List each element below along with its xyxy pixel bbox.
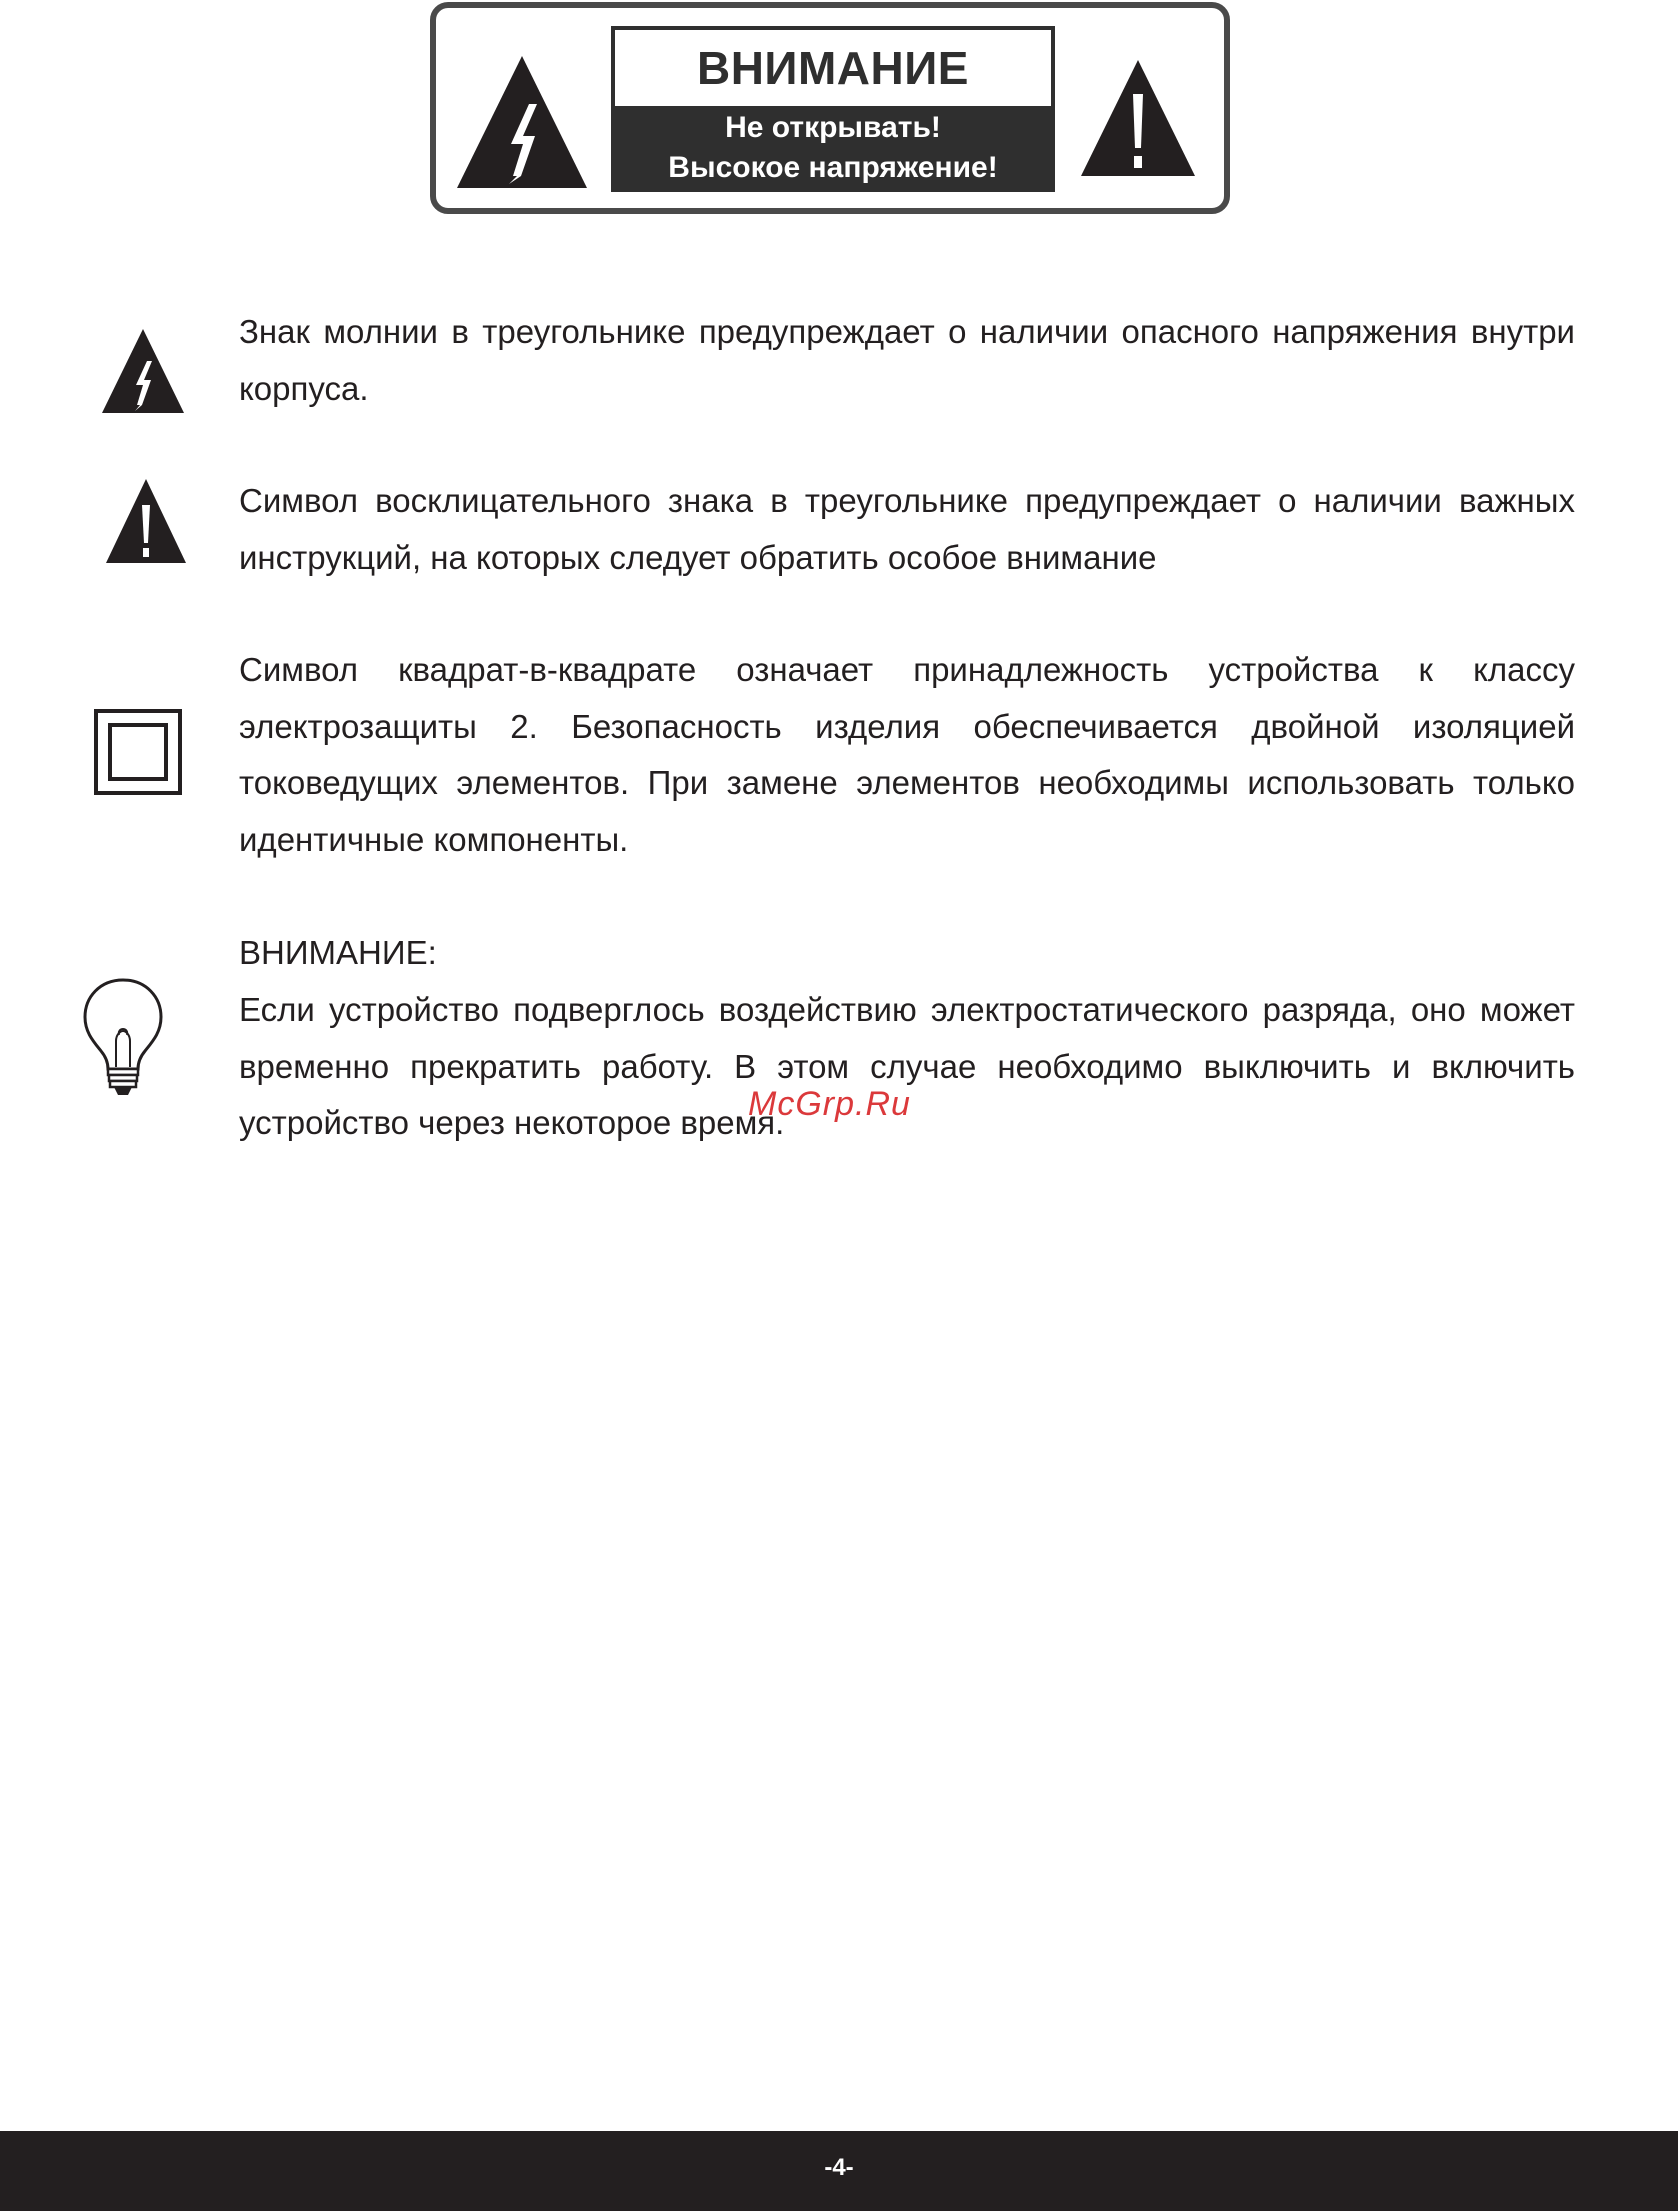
- page-number: -4-: [824, 2154, 854, 2181]
- exclamation-triangle-icon: [104, 477, 188, 565]
- lightbulb-icon: [82, 977, 164, 1099]
- footer-bar: [0, 2131, 1678, 2211]
- watermark: McGrp.Ru: [748, 1085, 911, 1123]
- entry-attention-title: ВНИМАНИЕ:: [239, 934, 437, 971]
- warning-label-center: [611, 26, 1055, 192]
- entry-lightning-text: Знак молнии в треугольнике предупреждает о наличии опасного напряжения внутри корпуса.: [239, 313, 1575, 407]
- warning-label: [430, 2, 1230, 214]
- warning-heading: ВНИМАНИЕ: [615, 30, 1051, 106]
- warning-line-do-not-open: Не открывать!: [725, 111, 941, 144]
- entry-double-square-text: Символ квадрат-в-квадрате означает принадлежность устройства к классу электрозащиты 2. Безопасность изделия обеспечивается двойной изоляцией токоведущих элементов. При замене элементов необходимы использовать только идентичные компоненты.: [239, 651, 1575, 858]
- exclamation-triangle-icon: [1077, 56, 1199, 180]
- double-square-icon: [94, 709, 182, 795]
- warning-line-high-voltage: Высокое напряжение!: [668, 151, 998, 184]
- entry-exclamation-text: Символ восклицательного знака в треугольнике предупреждает о наличии важных инструкций, на которых следует обратить особое внимание: [239, 482, 1575, 576]
- lightning-triangle-icon: [100, 327, 186, 415]
- entry-attention-text: Если устройство подверглось воздействию электростатического разряда, оно может временно прекратить работу. В этом случае необходимо выключить и включить устройство через некоторое время.: [239, 991, 1575, 1141]
- lightning-triangle-icon: [453, 52, 591, 192]
